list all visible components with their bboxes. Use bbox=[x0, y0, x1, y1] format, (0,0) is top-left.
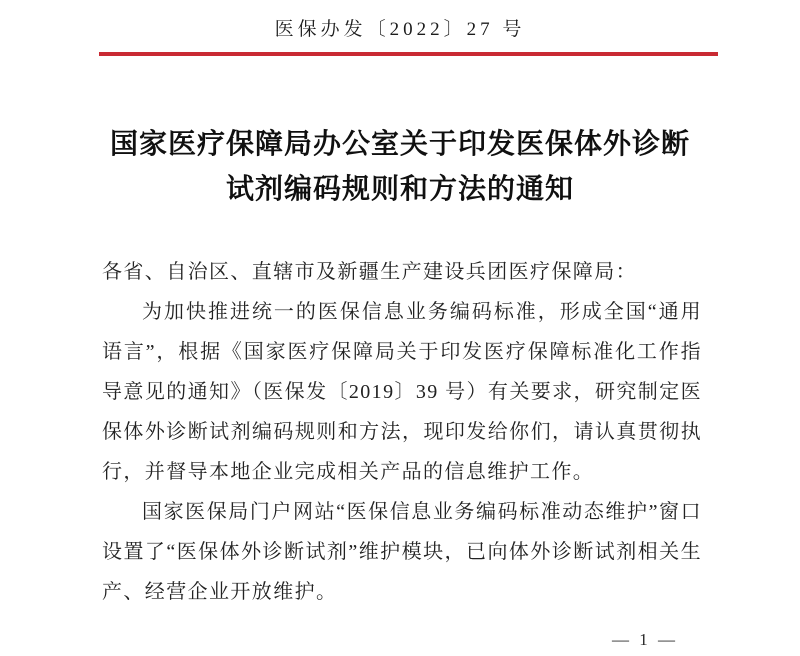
salutation: 各省、自治区、直辖市及新疆生产建设兵团医疗保障局： bbox=[102, 261, 637, 283]
document-body bbox=[102, 252, 702, 612]
title-line-2: 试剂编码规则和方法的通知 bbox=[225, 174, 574, 205]
page-number: — 1 — bbox=[612, 630, 678, 649]
red-divider-line bbox=[99, 52, 718, 56]
doc-number: 医保办发〔2022〕27 号 bbox=[274, 19, 526, 40]
document-title bbox=[0, 122, 800, 212]
title-line-1: 国家医疗保障局办公室关于印发医保体外诊断 bbox=[109, 129, 690, 160]
body-paragraph-2: 国家医保局门户网站“医保信息业务编码标准动态维护”窗口设置了“医保体外诊断试剂”维护模块，已向体外诊断试剂相关生产、经营企业开放维护。 bbox=[102, 501, 702, 603]
body-paragraph-1: 为加快推进统一的医保信息业务编码标准，形成全国“通用语言”，根据《国家医疗保障局关于印发医疗保障标准化工作指导意见的通知》（医保发〔2019〕39 号）有关要求，研究制定医保体外诊断试剂编码规则和方法，现印发给你们，请认真贯彻执行，并督导本地企业完成相关产品的信息维护工作。 bbox=[102, 301, 702, 483]
